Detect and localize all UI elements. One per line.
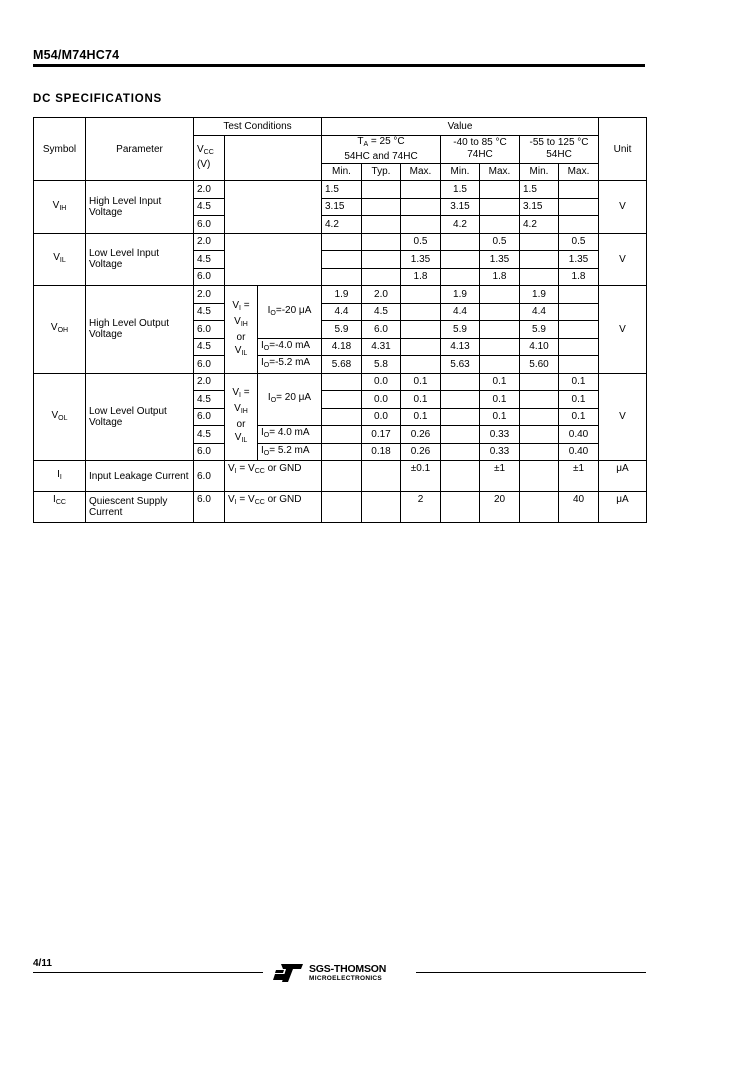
unit-cell: V: [599, 233, 647, 286]
vcc-cell: 2.0: [194, 286, 225, 304]
value-cell: [322, 251, 362, 269]
symbol-cell: [34, 461, 86, 492]
value-cell: [559, 181, 599, 199]
io-a: I: [267, 304, 271, 316]
value-cell: [362, 198, 401, 216]
header-min-85: Min.: [441, 163, 480, 181]
vi-c: V: [234, 315, 241, 327]
vi-condition-cell: [225, 286, 258, 374]
header-typ-25: Typ.: [362, 163, 401, 181]
value-cell: 3.15: [441, 198, 480, 216]
value-cell: 1.35: [559, 251, 599, 269]
value-cell: 40: [559, 492, 599, 523]
io-sub: O: [270, 309, 276, 317]
header-t125-line2: 54HC: [546, 149, 572, 160]
value-cell: [441, 233, 480, 251]
cond-a: V: [228, 463, 235, 474]
value-cell: [441, 461, 480, 492]
header-unit: Unit: [599, 118, 647, 181]
value-cell: 4.4: [322, 303, 362, 321]
vcc-cell: 4.5: [194, 303, 225, 321]
value-cell: 0.26: [401, 426, 441, 444]
cond-a-sub: I: [234, 468, 237, 475]
cond-a: V: [228, 494, 235, 505]
value-cell: 0.40: [559, 443, 599, 461]
header-test-conditions: Test Conditions: [194, 118, 322, 136]
value-cell: 0.17: [362, 426, 401, 444]
header-t25-line2: 54HC and 74HC: [344, 150, 418, 162]
value-cell: [362, 461, 401, 492]
unit-cell: V: [599, 286, 647, 374]
value-cell: [480, 338, 520, 356]
vi-b: =: [241, 387, 250, 399]
value-cell: [441, 391, 480, 409]
value-cell: [520, 492, 559, 523]
value-cell: 0.0: [362, 408, 401, 426]
cond-b-sub: CC: [254, 468, 265, 475]
value-cell: 4.31: [362, 338, 401, 356]
page-number: 4/11: [33, 958, 52, 969]
value-cell: [480, 286, 520, 304]
vcc-cell: 6.0: [194, 408, 225, 426]
value-cell: 0.0: [362, 373, 401, 391]
parameter-cell: Quiescent Supply Current: [86, 492, 194, 523]
logo-subtitle: MICROELECTRONICS: [309, 975, 383, 982]
value-cell: [520, 233, 559, 251]
header-cond-blank: [225, 135, 322, 181]
value-cell: [362, 251, 401, 269]
value-cell: 0.1: [480, 373, 520, 391]
value-cell: [441, 492, 480, 523]
symbol-main: V: [51, 409, 59, 421]
symbol-cell: [34, 286, 86, 374]
symbol-sub: IH: [59, 204, 67, 212]
io-sub: O: [263, 362, 270, 370]
value-cell: [520, 251, 559, 269]
condition-blank: [225, 233, 322, 286]
value-cell: 2: [401, 492, 441, 523]
value-cell: [401, 216, 441, 234]
header-t125-line1: -55 to 125 °C: [529, 137, 589, 148]
vi-e-sub: IL: [241, 349, 248, 357]
company-logo: [273, 962, 413, 986]
value-cell: 5.63: [441, 356, 480, 374]
document-title: M54/M74HC74: [33, 48, 120, 62]
value-cell: [401, 198, 441, 216]
header-t25-a: T: [357, 135, 364, 147]
value-cell: [520, 461, 559, 492]
parameter-cell: Low Level Input Voltage: [86, 233, 194, 286]
value-cell: 5.9: [441, 321, 480, 339]
vcc-cell: 6.0: [194, 356, 225, 374]
table-row: [34, 461, 647, 492]
value-cell: [401, 338, 441, 356]
value-cell: [362, 492, 401, 523]
value-cell: 5.8: [362, 356, 401, 374]
value-cell: 1.9: [322, 286, 362, 304]
header-parameter: Parameter: [86, 118, 194, 181]
symbol-main: I: [53, 494, 56, 505]
io-b: = 4.0 mA: [269, 427, 310, 439]
unit-cell: μA: [599, 461, 647, 492]
value-cell: 0.1: [401, 408, 441, 426]
value-cell: [480, 198, 520, 216]
value-cell: [362, 233, 401, 251]
value-cell: [480, 356, 520, 374]
symbol-main: I: [57, 469, 60, 480]
footer-rule-left: [33, 972, 263, 973]
io-a: I: [261, 339, 264, 351]
header-t85-line2: 74HC: [467, 149, 493, 160]
title-rule: [33, 64, 645, 67]
cond-b: = V: [236, 463, 255, 474]
value-cell: 5.9: [322, 321, 362, 339]
vcc-cell: 6.0: [194, 268, 225, 286]
value-cell: [322, 268, 362, 286]
vi-a-sub: I: [239, 392, 241, 400]
io-a: I: [261, 357, 264, 369]
value-cell: 1.9: [441, 286, 480, 304]
io-sub: O: [270, 397, 277, 405]
value-cell: 0.1: [401, 373, 441, 391]
value-cell: 0.1: [401, 391, 441, 409]
value-cell: 4.2: [520, 216, 559, 234]
value-cell: 1.8: [480, 268, 520, 286]
io-condition-cell: [258, 426, 322, 444]
value-cell: [520, 268, 559, 286]
header-t85-line1: -40 to 85 °C: [453, 137, 507, 148]
value-cell: 1.8: [559, 268, 599, 286]
value-cell: [480, 216, 520, 234]
value-cell: 1.5: [322, 181, 362, 199]
header-row-1: [34, 118, 647, 136]
value-cell: 5.9: [520, 321, 559, 339]
io-condition-cell: [258, 443, 322, 461]
symbol-main: V: [52, 199, 60, 211]
value-cell: 5.68: [322, 356, 362, 374]
value-cell: [322, 391, 362, 409]
value-cell: 1.35: [480, 251, 520, 269]
vi-e: V: [234, 344, 242, 356]
header-max-125: Max.: [559, 163, 599, 181]
condition-cell: [225, 461, 322, 492]
value-cell: 0.1: [559, 373, 599, 391]
unit-cell: μA: [599, 492, 647, 523]
vi-condition-cell: [225, 373, 258, 461]
value-cell: [441, 251, 480, 269]
vcc-cell: 4.5: [194, 251, 225, 269]
vcc-cell: 4.5: [194, 391, 225, 409]
header-symbol: Symbol: [34, 118, 86, 181]
header-min-25: Min.: [322, 163, 362, 181]
io-condition-cell: [258, 373, 322, 426]
value-cell: [362, 181, 401, 199]
dc-spec-table: [33, 117, 647, 523]
value-cell: [441, 426, 480, 444]
io-b: = 20 μA: [276, 392, 312, 404]
header-max-85: Max.: [480, 163, 520, 181]
value-cell: 4.13: [441, 338, 480, 356]
value-cell: [441, 443, 480, 461]
cond-b-sub: CC: [254, 499, 265, 506]
value-cell: [559, 321, 599, 339]
vcc-cell: 2.0: [194, 373, 225, 391]
value-cell: 0.18: [362, 443, 401, 461]
symbol-cell: [34, 373, 86, 461]
vi-c-sub: IH: [240, 408, 248, 416]
io-sub: O: [263, 432, 270, 440]
table-row: [34, 492, 647, 523]
value-cell: 4.4: [441, 303, 480, 321]
parameter-cell: Input Leakage Current: [86, 461, 194, 492]
table-row: [34, 286, 647, 304]
io-condition-cell: [258, 286, 322, 339]
vcc-cell: 6.0: [194, 443, 225, 461]
value-cell: [441, 408, 480, 426]
value-cell: 4.4: [520, 303, 559, 321]
value-cell: [401, 321, 441, 339]
value-cell: ±0.1: [401, 461, 441, 492]
condition-cell: [225, 492, 322, 523]
value-cell: 0.26: [401, 443, 441, 461]
value-cell: [322, 233, 362, 251]
condition-blank: [225, 181, 322, 234]
value-cell: [559, 338, 599, 356]
vcc-cell: 6.0: [194, 321, 225, 339]
io-b: = 5.2 mA: [269, 444, 310, 456]
footer-rule-right: [416, 972, 646, 973]
value-cell: 20: [480, 492, 520, 523]
io-a: I: [261, 427, 264, 439]
value-cell: 1.5: [441, 181, 480, 199]
io-condition-cell: [258, 338, 322, 356]
value-cell: [559, 216, 599, 234]
value-cell: [520, 408, 559, 426]
value-cell: [322, 443, 362, 461]
value-cell: 1.5: [520, 181, 559, 199]
symbol-cell: [34, 233, 86, 286]
header-t25-b: = 25 °C: [368, 135, 405, 147]
cond-b: = V: [236, 494, 255, 505]
section-title: DC SPECIFICATIONS: [33, 93, 163, 105]
value-cell: 3.15: [520, 198, 559, 216]
value-cell: 4.2: [441, 216, 480, 234]
parameter-cell: Low Level Output Voltage: [86, 373, 194, 461]
vi-b: =: [241, 299, 250, 311]
header-max-25: Max.: [401, 163, 441, 181]
value-cell: [520, 426, 559, 444]
value-cell: [559, 303, 599, 321]
value-cell: 1.35: [401, 251, 441, 269]
io-sub: O: [263, 344, 270, 352]
symbol-sub: I: [59, 474, 62, 481]
value-cell: [559, 356, 599, 374]
value-cell: [362, 268, 401, 286]
value-cell: [322, 373, 362, 391]
value-cell: [441, 373, 480, 391]
cond-c: or GND: [264, 463, 302, 474]
vcc-cell: 2.0: [194, 181, 225, 199]
header-min-125: Min.: [520, 163, 559, 181]
value-cell: [401, 303, 441, 321]
vi-d: or: [236, 419, 246, 431]
value-cell: 0.1: [559, 391, 599, 409]
value-cell: 0.1: [480, 408, 520, 426]
header-vcc-unit: (V): [197, 159, 211, 171]
header-vcc-main: V: [197, 144, 204, 156]
value-cell: 0.33: [480, 426, 520, 444]
vcc-cell: 6.0: [194, 492, 225, 523]
value-cell: 0.33: [480, 443, 520, 461]
logo-name: SGS-THOMSON: [309, 963, 387, 975]
value-cell: [401, 286, 441, 304]
value-cell: 0.5: [480, 233, 520, 251]
io-b: =-5.2 mA: [269, 357, 311, 369]
io-b: =-20 μA: [275, 304, 312, 316]
parameter-cell: High Level Output Voltage: [86, 286, 194, 374]
value-cell: 2.0: [362, 286, 401, 304]
value-cell: [441, 268, 480, 286]
value-cell: 0.0: [362, 391, 401, 409]
symbol-main: V: [50, 322, 58, 334]
unit-cell: V: [599, 373, 647, 461]
value-cell: 5.60: [520, 356, 559, 374]
header-t25: [322, 135, 441, 163]
io-a: I: [261, 444, 264, 456]
vi-e-sub: IL: [241, 437, 248, 445]
value-cell: [559, 198, 599, 216]
value-cell: ±1: [559, 461, 599, 492]
vi-d: or: [236, 331, 246, 343]
vcc-cell: 6.0: [194, 216, 225, 234]
symbol-sub: OL: [58, 414, 68, 422]
header-t85: [441, 135, 520, 163]
value-cell: [480, 181, 520, 199]
io-condition-cell: [258, 356, 322, 374]
parameter-cell: High Level Input Voltage: [86, 181, 194, 234]
value-cell: [480, 303, 520, 321]
io-sub: O: [263, 449, 270, 457]
value-cell: [322, 408, 362, 426]
symbol-main: V: [53, 252, 60, 264]
value-cell: [520, 373, 559, 391]
table-row: [34, 181, 647, 199]
value-cell: 0.5: [401, 233, 441, 251]
vcc-cell: 4.5: [194, 198, 225, 216]
vcc-cell: 2.0: [194, 233, 225, 251]
header-t125: [520, 135, 599, 163]
value-cell: 0.1: [559, 408, 599, 426]
value-cell: [520, 443, 559, 461]
st-logo-icon: [273, 962, 305, 984]
value-cell: [322, 426, 362, 444]
value-cell: [520, 391, 559, 409]
symbol-sub: IL: [59, 257, 66, 265]
header-vcc: [194, 135, 225, 181]
header-t25-sub: A: [363, 140, 369, 148]
value-cell: 0.1: [480, 391, 520, 409]
value-cell: 0.5: [559, 233, 599, 251]
value-cell: [559, 286, 599, 304]
value-cell: ±1: [480, 461, 520, 492]
vi-a: V: [232, 299, 240, 311]
value-cell: [401, 356, 441, 374]
vi-a: V: [232, 387, 240, 399]
value-cell: [362, 216, 401, 234]
symbol-sub: CC: [55, 499, 66, 506]
cond-a-sub: I: [234, 499, 237, 506]
value-cell: 4.5: [362, 303, 401, 321]
value-cell: [322, 461, 362, 492]
value-cell: [480, 321, 520, 339]
vcc-cell: 6.0: [194, 461, 225, 492]
header-vcc-sub: CC: [203, 149, 214, 157]
io-a: I: [267, 392, 271, 404]
value-cell: 4.18: [322, 338, 362, 356]
vi-c: V: [234, 403, 241, 415]
value-cell: 0.40: [559, 426, 599, 444]
symbol-cell: [34, 492, 86, 523]
value-cell: [401, 181, 441, 199]
value-cell: 1.8: [401, 268, 441, 286]
vcc-cell: 4.5: [194, 426, 225, 444]
value-cell: 3.15: [322, 198, 362, 216]
vi-e: V: [234, 432, 242, 444]
vcc-cell: 4.5: [194, 338, 225, 356]
cond-c: or GND: [264, 494, 302, 505]
header-value: Value: [322, 118, 599, 136]
unit-cell: V: [599, 181, 647, 234]
value-cell: [322, 492, 362, 523]
io-b: =-4.0 mA: [269, 339, 311, 351]
value-cell: 6.0: [362, 321, 401, 339]
value-cell: 4.10: [520, 338, 559, 356]
table-row: [34, 373, 647, 391]
vi-c-sub: IH: [240, 320, 248, 328]
vi-a-sub: I: [239, 304, 241, 312]
value-cell: 4.2: [322, 216, 362, 234]
table-row: [34, 233, 647, 251]
symbol-sub: OH: [57, 327, 69, 335]
symbol-cell: [34, 181, 86, 234]
value-cell: 1.9: [520, 286, 559, 304]
